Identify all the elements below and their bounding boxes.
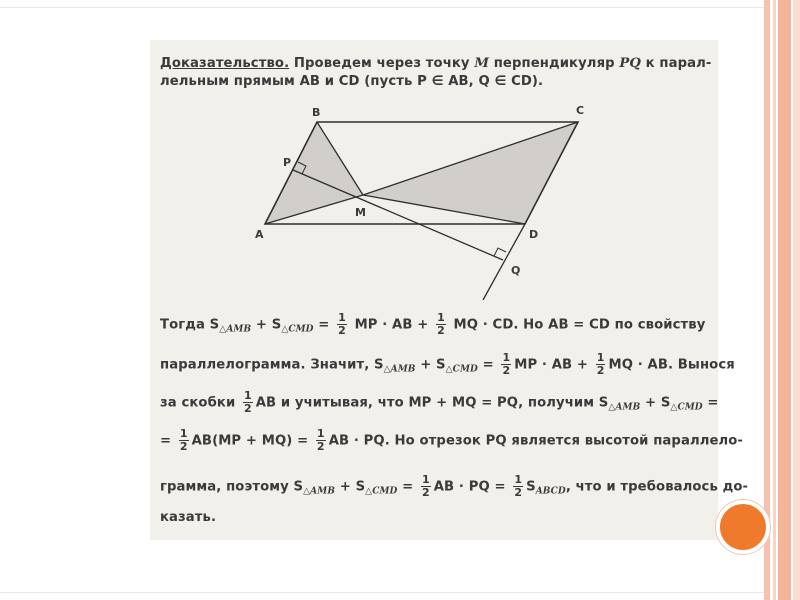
subscript: △CMD xyxy=(365,486,398,497)
text: = xyxy=(477,357,499,373)
fraction-half xyxy=(243,390,253,415)
fraction-numerator: 1 xyxy=(514,473,523,486)
fraction-numerator: 1 xyxy=(502,351,511,364)
text: MQ · AB. Вынося xyxy=(608,357,735,373)
subscript: △CMD xyxy=(445,364,478,375)
text: AB · PQ. Но отрезок PQ является высотой параллело- xyxy=(328,433,744,449)
fraction-denominator: 2 xyxy=(421,486,430,499)
decor-stripe xyxy=(773,0,776,600)
subscript: △AMB xyxy=(219,324,252,335)
decor-stripe xyxy=(778,0,791,600)
fraction-half xyxy=(436,312,446,337)
text: + S xyxy=(251,317,282,333)
fraction-half xyxy=(316,428,326,453)
text: MP · AB + xyxy=(349,317,434,333)
proof-heading: Доказательство. xyxy=(160,56,290,71)
subscript: △AMB xyxy=(608,402,641,413)
fraction-half xyxy=(596,352,606,377)
fraction-denominator: 2 xyxy=(243,402,252,415)
label-m: M xyxy=(355,206,367,219)
text: Проведем через точку xyxy=(289,56,475,71)
fraction-denominator: 2 xyxy=(338,324,346,337)
fraction-numerator: 1 xyxy=(338,311,346,324)
text: + S xyxy=(335,479,366,495)
text: Тогда S xyxy=(160,317,220,333)
parallelogram-diagram xyxy=(255,100,615,310)
fraction-denominator: 2 xyxy=(596,364,605,377)
fraction-half xyxy=(513,474,523,499)
scanned-proof-page xyxy=(150,40,749,540)
subscript: ABCD xyxy=(535,486,566,497)
text: AB(MP + MQ) = xyxy=(191,433,313,449)
fraction-denominator: 2 xyxy=(316,440,325,453)
frame-top-line xyxy=(0,7,764,8)
text: + S xyxy=(415,357,446,373)
orange-circle-decoration xyxy=(716,500,770,554)
text: перпендикуляр xyxy=(489,56,620,71)
label-d: D xyxy=(529,228,539,241)
fraction-numerator: 1 xyxy=(437,311,445,324)
fraction-half xyxy=(501,352,511,377)
label-c: C xyxy=(576,104,585,117)
frame-bottom-line xyxy=(0,592,764,593)
text: = xyxy=(397,479,418,495)
fraction-denominator: 2 xyxy=(179,440,188,453)
fraction-denominator: 2 xyxy=(502,364,511,377)
label-p: P xyxy=(283,156,292,169)
proof-line-8: казать. xyxy=(160,510,217,525)
text: к парал- xyxy=(640,56,712,71)
text: грамма, поэтому S xyxy=(160,479,304,495)
decor-stripe xyxy=(793,0,800,600)
subscript: △AMB xyxy=(303,486,336,497)
text: PQ xyxy=(619,56,641,71)
text: , что и требовалось до- xyxy=(565,479,749,495)
fraction-numerator: 1 xyxy=(421,473,430,486)
text: = xyxy=(313,317,335,333)
fraction-numerator: 1 xyxy=(316,427,325,440)
proof-line-7 xyxy=(160,474,748,499)
fraction-denominator: 2 xyxy=(437,324,445,337)
text: за скобки xyxy=(160,395,240,411)
text: AB · PQ = xyxy=(433,479,511,495)
fraction-numerator: 1 xyxy=(179,427,188,440)
fraction-half xyxy=(179,428,189,453)
right-angle-mark-q xyxy=(494,248,506,256)
decor-stripe xyxy=(764,0,770,600)
subscript: △CMD xyxy=(670,402,703,413)
fraction-numerator: 1 xyxy=(243,389,252,402)
text: AB и учитывая, что MP + MQ = PQ, получим S xyxy=(255,395,609,411)
proof-line-2: лельным прямым AB и CD (пусть P ∈ AB, Q ∈ CD). xyxy=(160,74,544,89)
text: + S xyxy=(640,395,671,411)
proof-line-3 xyxy=(160,312,705,337)
fraction-half xyxy=(421,474,431,499)
proof-line-5 xyxy=(160,390,719,415)
proof-line-4 xyxy=(160,352,735,377)
text: MQ · CD. Но AB = CD по свойству xyxy=(448,317,706,333)
fraction-numerator: 1 xyxy=(596,351,605,364)
line-cd-extension xyxy=(483,224,525,300)
proof-line-1 xyxy=(160,56,712,71)
fraction-half xyxy=(337,312,347,337)
triangle-amb xyxy=(265,122,363,224)
text: = xyxy=(702,395,719,411)
text: M xyxy=(474,56,490,71)
label-b: B xyxy=(312,106,321,119)
text: = xyxy=(160,433,176,449)
label-q: Q xyxy=(511,264,521,277)
text: S xyxy=(526,479,536,495)
triangle-cmd xyxy=(363,122,578,224)
label-a: A xyxy=(255,228,264,241)
text: MP · AB + xyxy=(514,357,593,373)
text: параллелограмма. Значит, S xyxy=(160,357,384,373)
subscript: △AMB xyxy=(383,364,416,375)
proof-line-6 xyxy=(160,428,743,453)
fraction-denominator: 2 xyxy=(514,486,523,499)
subscript: △CMD xyxy=(281,324,314,335)
